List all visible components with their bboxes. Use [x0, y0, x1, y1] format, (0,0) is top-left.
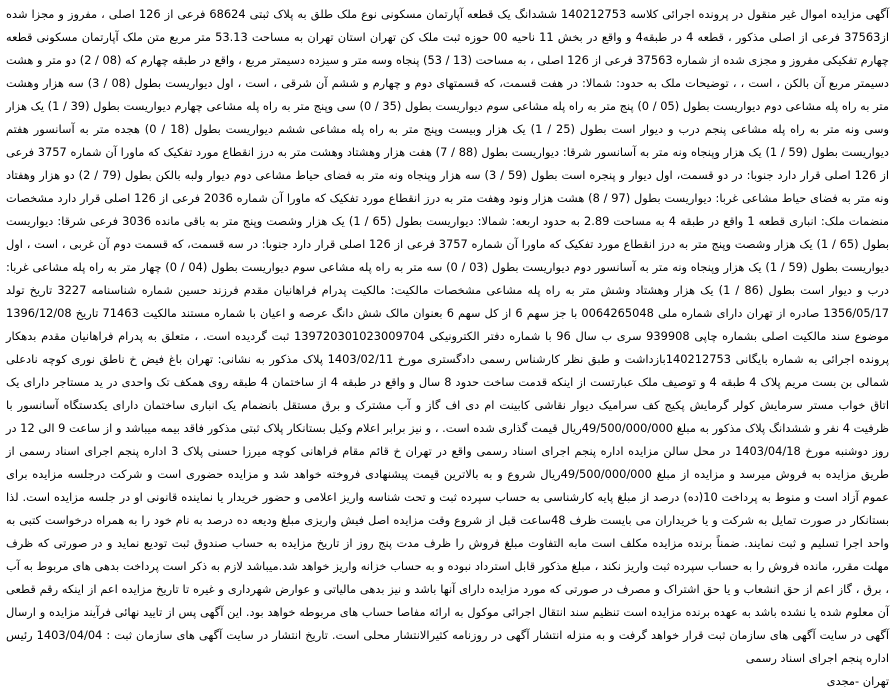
notice-footer-signature: تهران -مجدی	[826, 674, 889, 688]
auction-notice-body: آگهی مزایده اموال غیر منقول در پرونده اجرائی کلاسه 140212753 ششدانگ یک قطعه آپارتمان مسکونی نوع ملک طلق به پلاک ثبتی 68624 فرعی از 126 اصلی ، مفروز و مجزا شده از37563 فرعی از اصلی مذکور ، قطعه 4 در طبقه4 و واقع در بخش 11 ناحیه 00 حوزه ثبت ملک کن تهران استان تهران به مساحت 53.13 متر مربع متن ملک آپارتمان مسکونی قطعه چهارم تفکیکی مفروز و مجزی شده از شماره 37563 فرعی از 126 اصلی ، به مساحت (13 / 53) پنجاه وسه متر و سیزده دسیمتر مربع ، واقع در طبقه چهارم که (08 / 2) دو متر و هشت دسیمتر مربع آن بالکن ، است ، ، توضیحات ملک به حدود: شمالا: در هفت قسمت، که قسمتهای دوم و چهارم و ششم آن شرقی ، است ، اول دیواریست بطول (08 / 3) سه هزار وهشت متر به راه پله مشاعی دوم دیواریست بطول (05 / 0) پنج متر به راه پله مشاعی سوم دیواریست بطول (35 / 0) سی وپنج متر به راه پله مشاعی چهارم دیواریست بطول (39 / 1) یک هزار وسی ونه متر به راه پله مشاعی پنجم درب و دیوار است بطول (25 / 1) یک هزار وبیست وپنج متر به راه پله مشاعی ششم دیواریست بطول (18 / 0) هجده متر به آسانسور هفتم دیواریست بطول (59 / 1) یک هزار وپنجاه ونه متر به آسانسور شرقا: دیواریست بطول (88 / 7) هفت هزار وهشتاد وهشت متر به درز انقطاع مورد تفکیک که ماورا آن شماره 3757 فرعی از 126 اصلی قرار دارد جنوبا: در دو قسمت، اول دیوار و پنجره است بطول (59 / 3) سه هزار وپنجاه ونه متر به فضای حیاط مشاعی دوم دیوار ولبه بالکن بطول (79 / 2) دو هزار وهفتاد ونه متر به فضای حیاط مشاعی غربا: دیواریست بطول (97 / 8) هشت هزار ونود وهفت متر به درز انقطاع مورد تفکیک که ماورا آن شماره 2036 فرعی از 126 اصلی قرار دارد مشخصات منضمات ملک: انباری قطعه 1 واقع در طبقه 4 به مساحت 2.89 به حدود اربعه: شمالا: دیواریست بطول (65 / 1) یک هزار وشصت وپنج متر به باقی مانده 3036 فرعی شرقا: دیواریست بطول (65 / 1) یک هزار وشصت وپنج متر به درز انقطاع مورد تفکیک که ماورا آن شماره 3757 فرعی از 126 اصلی قرار دارد جنوبا: در سه قسمت، که قسمت دوم آن غربی ، است ، اول دیواریست بطول (59 / 1) یک هزار وپنجاه ونه متر به آسانسور دوم دیواریست بطول (03 / 0) سه متر به راه پله مشاعی سوم دیواریست بطول (04 / 0) چهار متر به راه پله مشاعی غربا: درب و دیوار است بطول (86 / 1) یک هزار وهشتاد وشش متر به راه پله مشاعی مشخصات مالکیت: مالکیت پدرام فراهانیان مقدم فرزند حسین شماره شناسنامه 3227 تاریخ تولد 1356/05/17 صادره از تهران دارای شماره ملی 0064265048 با جز سهم 6 از کل سهم 6 بعنوان مالک شش دانگ عرصه و اعیان با شماره مستند مالکیت 71463 تاریخ 1396/12/08 موضوع سند مالکیت اصلی بشماره چاپی 939908 سری ب سال 96 با شماره دفتر الکترونیکی 139720301023009704 ثبت گردیده است. ، متعلق به پدرام فراهانیان مقدم بدهکار پرونده اجرائی به شماره بایگانی 140212753بازداشت و طبق نظر کارشناس رسمی دادگستری مورخ 1403/02/11 پلاک مذکور به نشانی: تهران باغ فیض خ ناطق نوری کوچه نادعلی شمالی بن بست مریم پلاک 4 طبقه 4 و توصیف ملک عبارتست از اینکه قدمت ساخت حدود 8 سال و واقع در طبقه 4 از ساختمان 4 طبقه روی همکف تک واحدی در ید مستاجر دارای یک اتاق خواب مستر سرمایش کولر گرمایش پکیج کف سرامیک دیوار نقاشی کابینت ام دی اف گاز و آب مشترک و برق مستقل بانضمام یک انباری ساختمان دارای یکدستگاه آسانسور با ظرفیت 4 نفر و ششدانگ پلاک مذکور به مبلغ 49/500/000/000ریال قیمت گذاری شده است. ، و نیز برابر اعلام وکیل بستانکار پلاک ثبتی مذکور فاقد بیمه میباشد و از ساعت 9 الی 12 در روز دوشنبه مورخ 1403/04/18 در محل سالن مزایده اداره پنجم اجرای اسناد رسمی واقع در تهران خ قائم مقام فراهانی کوچه میرزا حسنی پلاک 3 اداره پنجم اجرای اسناد رسمی از طریق مزایده به فروش میرسد و مزایده از مبلغ 49/500/000/000ریال شروع و به بالاترین قیمت پیشنهادی فروخته خواهد شد و مزایده حضوری است و شرکت درجلسه مزایده برای عموم آزاد است و منوط به پرداخت 10(ده) درصد از مبلغ پایه کارشناسی به حساب سپرده ثبت و تحت شناسه واریز اعلامی و حضور خریدار یا نماینده قانونی او در جلسه مزایده است. لذا بستانکار در صورت تمایل به شرکت و یا خریداران می بایست ظرف 48ساعت قبل از شروع وقت مزایده اصل فیش واریزی مبلغ ودیعه ده درصد به نام خود را به همراه درخواست کتبی به واحد اجرا تسلیم و ثبت نمایند. ضمناً برنده مزایده مکلف است مابه التفاوت مبلغ فروش را ظرف مدت پنج روز از تاریخ مزایده به حساب صندوق ثبت تودیع نماید و در صورتی که ظرف مهلت مقرر، مانده فروش را به حساب سپرده ثبت واریز نکند ، مبلغ مذکور قابل استرداد نبوده و به حساب خزانه واریز خواهد شد.میباشد لازم به ذکر است پرداخت بدهی های مربوط به آب ، برق ، گاز اعم از حق انشعاب و یا حق اشتراک و مصرف در صورتی که مورد مزایده دارای آنها باشد و نیز بدهی مالیاتی و عوارض شهرداری و غیره تا تاریخ مزایده اعم از اینکه رقم قطعی آن معلوم شده یا نشده باشد به عهده برنده مزایده است تنظیم سند انتقال اجرائی موکول به ارائه مفاصا حساب های مربوطه خواهد بود. این آگهی پس از تایید نهائی فرآیند مزایده و ارسال آگهی در سایت آگهی های سازمان ثبت قرار خواهد گرفت و به منزله انتشار آگهی در روزنامه کثیرالانتشار محلی است. تاریخ انتشار در سایت آگهی های سازمان ثبت : 1403/04/04 رئیس اداره پنجم اجرای اسناد رسمی	[6, 7, 890, 665]
